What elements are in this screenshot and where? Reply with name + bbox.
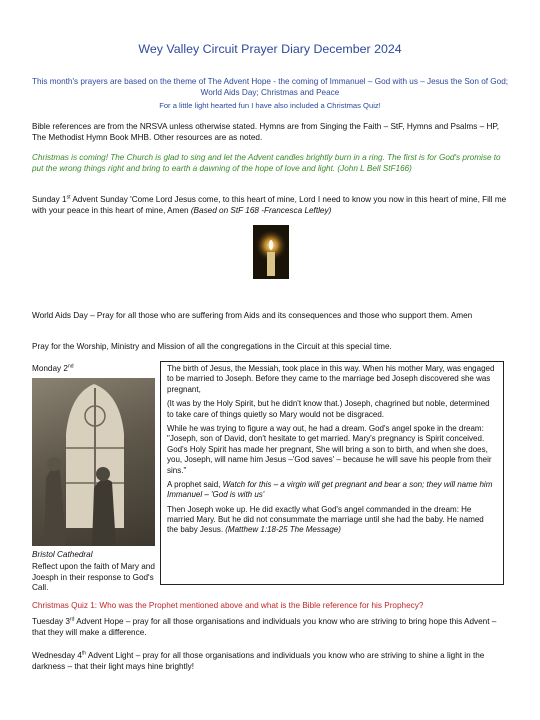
tuesday-day-suffix: rd [69, 616, 75, 623]
wednesday-day-suffix: th [81, 650, 87, 657]
image-caption: Bristol Cathedral [32, 550, 93, 559]
monday-day: Monday 2 [32, 364, 68, 373]
cathedral-window-image [32, 378, 155, 546]
wednesday-entry [32, 651, 510, 672]
tuesday-entry [32, 617, 510, 638]
scripture-paragraph: (It was by the Holy Spirit, but he didn't know that.) Joseph, chagrined but noble, determined to take care of things quietly so Mary would not be disgraced. [167, 399, 490, 419]
tuesday-day: Tuesday 3 [32, 617, 70, 626]
worship-prayer: Pray for the Worship, Ministry and Mission of all the congregations in the Circuit at this special time. [32, 342, 392, 351]
sunday-entry [32, 195, 510, 216]
quiz-intro: For a little light hearted fun I have also included a Christmas Quiz! [159, 101, 381, 110]
prophecy-quote: Watch for this – a virgin will get pregnant and bear a son; they will name him Immanuel – 'God is with us' [167, 479, 493, 500]
prophet-intro: A prophet said, [167, 479, 223, 489]
reflection-text: Reflect upon the faith of Mary and Joesph in their response to God's Call. [32, 562, 155, 592]
tuesday-prayer: Advent Hope – pray for all those organisations and individuals you know who are striving to bring hope this Advent – that they will make a difference. [32, 617, 497, 637]
world-aids-day-prayer: World Aids Day – Pray for all those who are suffering from Aids and its consequences and those who support them. Amen [32, 311, 473, 320]
wednesday-day: Wednesday 4 [32, 651, 82, 660]
joseph-woke-text: Then Joseph woke up. He did exactly what God's angel commanded in the dream: He married Mary. But he did not consummate the marriage until she had the baby. He named the baby Jesus. [167, 504, 484, 535]
theme-text: This month's prayers are based on the theme of The Advent Hope - the coming of Immanuel – God with us – Jesus the Son of God; World Aids Day; Christmas and Peace [31, 77, 509, 97]
scripture-reference: (Matthew 1:18-25 The Message) [225, 525, 341, 535]
monday-heading [32, 364, 152, 375]
scripture-paragraph [167, 480, 497, 501]
sunday-prayer: Advent Sunday 'Come Lord Jesus come, to this heart of mine, Lord I need to know you now in this heart of mine, Fill me with your peace in this heart of mine, Amen [32, 195, 507, 215]
scripture-paragraph [167, 505, 497, 536]
scripture-paragraph: The birth of Jesus, the Messiah, took place in this way. When his mother Mary, was engaged to be married to Joseph. Before they came to the marriage bed Joseph discovered she was pregnant, [167, 364, 495, 394]
advent-candle-image [253, 225, 289, 279]
christmas-quiz-1: Christmas Quiz 1: Who was the Prophet mentioned above and what is the Bible reference for his Prophecy? [32, 601, 424, 610]
sunday-source: (Based on StF 168 -Francesca Leftley) [190, 205, 332, 215]
references-text: Bible references are from the NRSVA unless otherwise stated. Hymns are from Singing the Faith – StF, Hymns and Psalms – HP, The Methodist Hymn Book MHB. Other resources are as noted. [32, 122, 500, 142]
wednesday-prayer: Advent Light – pray for all those organisations and individuals you know who are striving to shine a light in the darkness – that their light mays hine brightly! [32, 651, 485, 671]
sunday-day-suffix: st [66, 194, 71, 201]
monday-day-suffix: nd [67, 363, 74, 370]
scripture-paragraph: While he was trying to figure a way out, he had a dream. God's angel spoke in the dream: "Joseph, son of David, don't hesitate to get married. Mary's pregnancy is Spirit conceived. God's Holy Spirit has made her pregnant, She will bring a son to birth, and when she does, you, Joseph, will name him Jesus –'God saves' – because he will save his people from their sins." [167, 423, 492, 475]
sunday-day: Sunday 1 [32, 195, 67, 204]
advent-hymn-quote: Christmas is coming! The Church is glad to sing and let the Advent candles brightly burn in a ring. The first is for God's promise to put the wrong things right and bring to earth a dawning of the hope of love and light. (John L Bell StF166) [32, 153, 501, 173]
page-title: Wey Valley Circuit Prayer Diary December 2024 [138, 42, 402, 56]
scripture-box [160, 361, 504, 585]
